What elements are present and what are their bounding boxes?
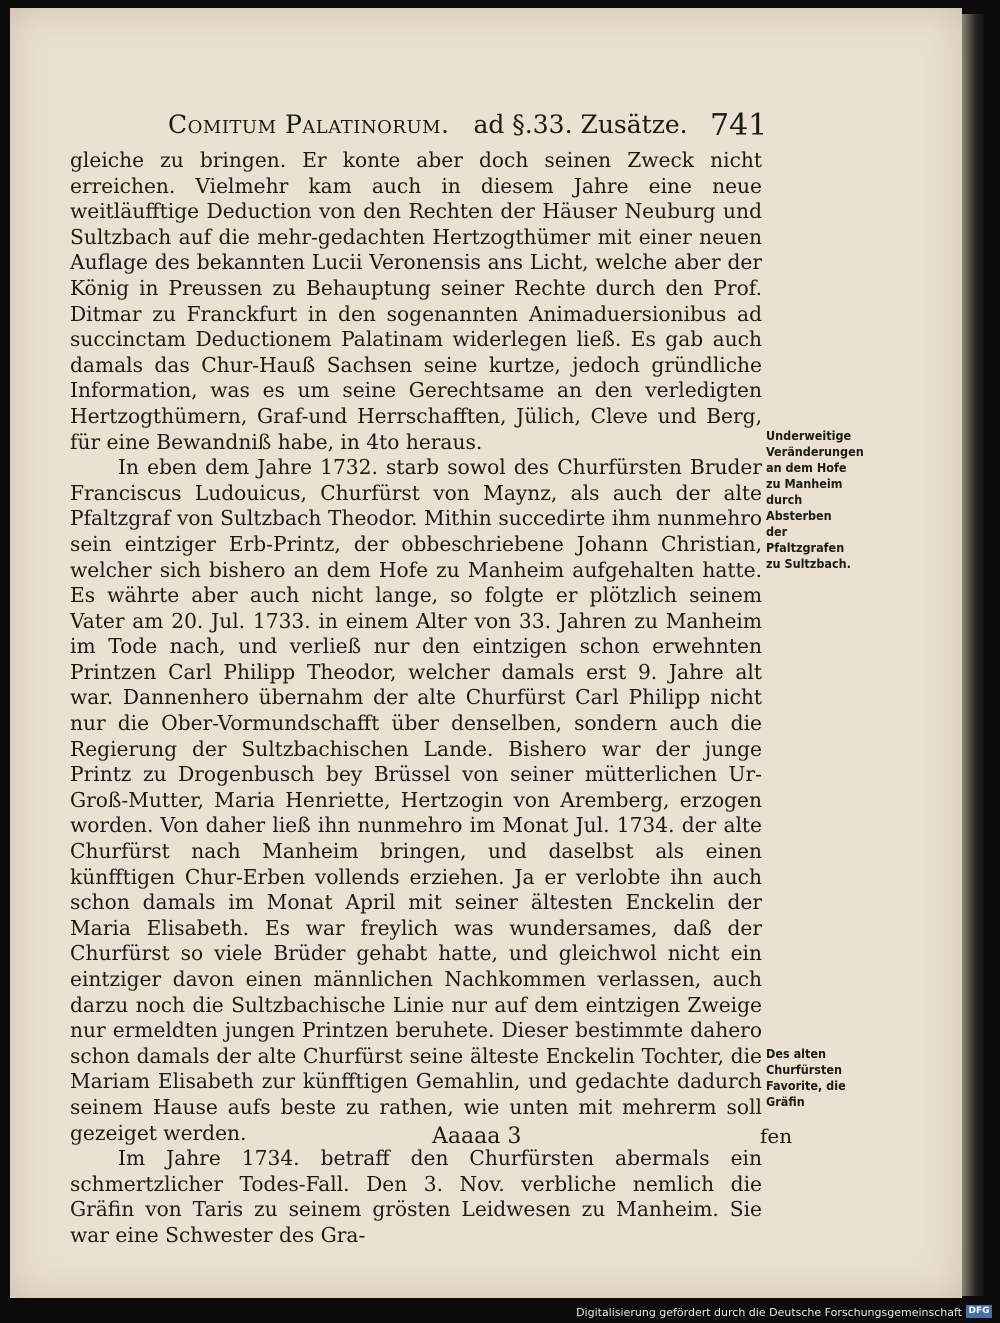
- paragraph-2: In eben dem Jahre 1732. starb sowol des Churfürsten Bruder Franciscus Ludouicus, Churfürst von Maynz, als auch der alte Pfaltzgraf von Sultzbach Theodor. Mithin succedirte ihm nunmehro sein eintziger Erb-Printz, der obbeschriebene Johann Christian, welcher sich bishero an dem Hofe zu Manheim aufgehalten hatte. Es währte aber auch nicht lange, so folgte er plötzlich seinem Vater am 20. Jul. 1733. in einem Alter von 33. Jahren zu Manheim im Tode nach, und verließ nur den eintzigen schon erwehnten Printzen Carl Philipp Theodor, welcher damals erst 9. Jahre alt war. Dannenhero übernahm der alte Churfürst Carl Philipp nicht nur die Ober-Vormundschafft über denselben, sondern auch die Regierung der Sultzbachischen Lande. Bishero war der junge Printz zu Drogenbusch bey Brüssel von seiner mütterlichen Ur-Groß-Mutter, Maria Henriette, Hertzogin von Aremberg, erzogen worden. Von daher ließ ihn nunmehro im Monat Jul. 1734. der alte Churfürst nach Manheim bringen, und daselbst als einen künfftigen Chur-Erben vollends erziehen. Ja er verlobte ihn auch schon damals im Monat April mit seiner ältesten Enckelin der Maria Elisabeth. Es war freylich was wundersames, daß der Churfürst so viele Brüder gehabt hatte, und gleichwol nicht ein eintziger davon einen männlichen Nachkommen verlassen, auch darzu noch die Sultzbachische Linie nur auf dem eintzigen Zweige nur ermeldten jungen Printzen beruhete. Dieser bestimmte dahero schon damals der alte Churfürst seine älteste Enckelin Tochter, die Mariam Elisabeth zur künfftigen Gemahlin, und gedachte dadurch seinem Hause aufs beste zu rathen, wie unten mit mehrerm soll gezeiget werden.: [70, 455, 762, 1145]
- section-reference: ad §.33. Zusätze.: [473, 110, 688, 139]
- marginal-note-2: Des alten Churfürsten Favorite, die Gräfin: [766, 1046, 846, 1109]
- running-header: [168, 110, 768, 150]
- dfg-logo: DFG: [966, 1305, 992, 1318]
- page-edge: [962, 14, 984, 1296]
- paragraph-3: Im Jahre 1734. betraff den Churfürsten abermals ein schmertzlicher Todes-Fall. Den 3. Nov. verbliche nemlich die Gräfin von Taris zu seinem grösten Leidwesen zu Manheim. Sie war eine Schwester des Gra-: [70, 1146, 762, 1247]
- marginal-note-1: Underweitige Veränderungen an dem Hofe zu Manheim durch Absterben der Pfaltzgrafen zu Sultzbach.: [766, 428, 864, 571]
- running-title: Comitum Palatinorum.: [168, 110, 450, 139]
- catchword: fen: [760, 1124, 793, 1148]
- signature-mark: Aaaaa 3: [432, 1124, 522, 1149]
- funding-credit: Digitalisierung gefördert durch die Deutsche Forschungsgemeinschaft: [576, 1306, 962, 1319]
- main-text: [70, 148, 762, 1249]
- paragraph-1: gleiche zu bringen. Er konte aber doch seinen Zweck nicht erreichen. Vielmehr kam auch in diesem Jahre eine neue weitläufftige Deduction von den Rechten der Häuser Neuburg und Sultzbach auf die mehr-gedachten Hertzogthümer mit einer neuen Auflage des bekannten Lucii Veronensis ans Licht, welche aber der König in Preussen zu Behauptung seiner Rechte durch den Prof. Ditmar zu Franckfurt in den sogenannten Animaduersionibus ad succinctam Deductionem Palatinam widerlegen ließ. Es gab auch damals das Chur-Hauß Sachsen seine kurtze, jedoch gründliche Information, was es um seine Gerechtsame an den verledigten Hertzogthümern, Graf-und Herrschafften, Jülich, Cleve und Berg, für eine Bewandniß habe, in 4to heraus.: [70, 148, 762, 454]
- page-number: 741: [710, 108, 768, 143]
